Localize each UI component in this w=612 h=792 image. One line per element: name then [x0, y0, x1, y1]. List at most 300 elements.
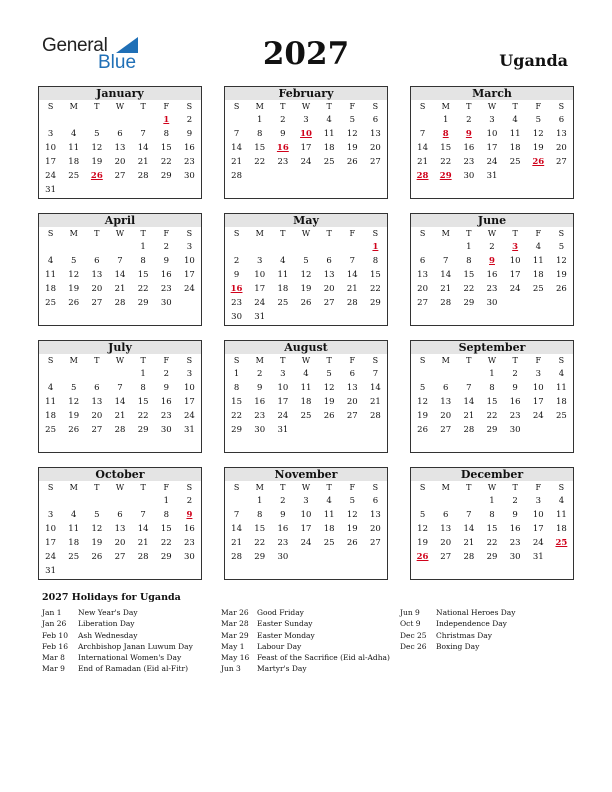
day-cell: 22	[137, 411, 149, 421]
day-cell: 4	[71, 510, 77, 520]
day-cell: 13	[417, 270, 428, 280]
day-cell: 6	[94, 383, 100, 393]
logo-text-blue: Blue	[98, 52, 137, 73]
day-cell: 24	[45, 552, 56, 562]
day-cell: 3	[303, 496, 309, 506]
day-cell: 25	[277, 298, 289, 308]
empty-cell	[411, 240, 434, 254]
day-cell: 30	[160, 298, 172, 308]
day-cell: 12	[417, 397, 428, 407]
weekday-label: F	[349, 229, 356, 238]
weekday-label: W	[487, 483, 497, 492]
weekday-header	[39, 100, 201, 113]
day-cell: 1	[163, 496, 169, 506]
weekday-label: W	[487, 102, 497, 111]
holiday-name: Archbishop Janan Luwum Day	[78, 641, 193, 651]
holiday-name: Easter Sunday	[257, 619, 313, 629]
day-cell: 3	[47, 510, 54, 520]
day-cell: 7	[349, 256, 355, 266]
day-cell: 25	[509, 157, 521, 167]
day-cell: 2	[512, 496, 518, 506]
weekday-label: M	[69, 229, 78, 238]
empty-cell	[248, 240, 271, 254]
day-cell: 21	[417, 157, 428, 167]
holiday-row	[42, 641, 212, 652]
empty-cell	[62, 240, 85, 254]
holiday-row	[400, 618, 570, 629]
month-title: September	[411, 341, 573, 354]
empty-cell	[457, 494, 480, 508]
day-cell: 9	[186, 129, 193, 139]
day-cell: 24	[184, 284, 195, 294]
day-cell: 18	[532, 270, 544, 280]
empty-cell	[341, 240, 364, 254]
day-cell: 13	[114, 524, 126, 534]
weekday-label: S	[372, 356, 379, 365]
empty-cell	[411, 367, 434, 381]
holiday-day-cell: 16	[276, 143, 289, 153]
weekday-label: W	[487, 229, 497, 238]
day-cell: 14	[114, 397, 126, 407]
day-cell: 16	[463, 143, 475, 153]
day-cell: 4	[558, 369, 565, 379]
weekday-label: S	[419, 102, 426, 111]
day-cell: 17	[45, 157, 56, 167]
holiday-date: Mar 29	[221, 630, 249, 640]
day-cell: 5	[349, 115, 355, 125]
holiday-day-cell: 1	[372, 242, 379, 252]
day-cell: 18	[509, 143, 521, 153]
month-august	[224, 340, 388, 453]
empty-cell	[39, 240, 62, 254]
weekday-label: T	[512, 102, 518, 111]
day-cell: 3	[535, 369, 541, 379]
day-cell: 21	[440, 284, 452, 294]
weekday-label: T	[512, 483, 518, 492]
day-cell: 3	[280, 369, 286, 379]
day-cell: 18	[45, 411, 56, 421]
day-cell: 23	[254, 411, 266, 421]
day-cell: 4	[558, 496, 565, 506]
day-cell: 2	[280, 496, 286, 506]
weekday-label: T	[94, 229, 100, 238]
day-cell: 13	[440, 397, 452, 407]
day-cell: 25	[323, 538, 335, 548]
weekday-label: S	[186, 102, 193, 111]
day-cell: 23	[509, 538, 521, 548]
day-cell: 8	[489, 383, 495, 393]
day-cell: 16	[254, 397, 266, 407]
day-cell: 16	[486, 270, 498, 280]
day-cell: 16	[184, 143, 195, 153]
day-grid	[411, 240, 573, 310]
day-cell: 27	[323, 298, 335, 308]
day-cell: 12	[346, 510, 358, 520]
day-cell: 15	[137, 270, 149, 280]
day-cell: 16	[184, 524, 195, 534]
day-cell: 23	[463, 157, 475, 167]
weekday-label: T	[140, 356, 146, 365]
day-cell: 22	[440, 157, 452, 167]
day-cell: 28	[231, 171, 242, 181]
day-cell: 8	[163, 510, 169, 520]
day-cell: 22	[137, 284, 149, 294]
holiday-date: Feb 16	[42, 641, 68, 651]
empty-cell	[62, 113, 85, 127]
day-cell: 28	[137, 552, 149, 562]
holiday-name: Feast of the Sacrifice (Eid al-Adha)	[257, 653, 390, 663]
day-cell: 25	[323, 157, 335, 167]
weekday-label: T	[280, 483, 286, 492]
day-cell: 7	[140, 510, 146, 520]
day-cell: 15	[254, 143, 266, 153]
weekday-label: S	[419, 229, 426, 238]
day-cell: 17	[300, 524, 312, 534]
holiday-day-cell: 25	[555, 538, 568, 548]
day-cell: 5	[419, 383, 426, 393]
weekday-label: W	[115, 356, 125, 365]
day-cell: 22	[463, 284, 475, 294]
weekday-label: F	[163, 102, 170, 111]
holiday-day-cell: 9	[489, 256, 495, 266]
day-cell: 11	[68, 524, 80, 534]
day-cell: 15	[231, 397, 242, 407]
day-cell: 11	[45, 270, 56, 280]
weekday-label: M	[441, 229, 450, 238]
day-cell: 15	[486, 397, 498, 407]
weekday-label: T	[466, 102, 472, 111]
day-cell: 23	[160, 284, 172, 294]
day-cell: 20	[346, 397, 358, 407]
day-cell: 3	[186, 369, 193, 379]
weekday-label: F	[349, 483, 356, 492]
day-cell: 28	[346, 298, 358, 308]
weekday-label: F	[535, 102, 542, 111]
day-cell: 18	[68, 538, 80, 548]
day-cell: 28	[231, 552, 242, 562]
day-cell: 17	[300, 143, 312, 153]
day-cell: 17	[509, 270, 521, 280]
empty-cell	[85, 240, 108, 254]
day-cell: 24	[277, 411, 289, 421]
month-september	[410, 340, 574, 453]
day-grid	[39, 494, 201, 578]
day-cell: 12	[91, 524, 103, 534]
holiday-name: End of Ramadan (Eid al-Fitr)	[78, 664, 189, 674]
empty-cell	[85, 367, 108, 381]
day-cell: 4	[326, 496, 332, 506]
weekday-label: M	[441, 102, 450, 111]
day-cell: 15	[160, 143, 172, 153]
day-cell: 23	[277, 157, 289, 167]
day-cell: 14	[463, 397, 475, 407]
holiday-name: Martyr's Day	[257, 664, 307, 674]
logo-text-general: General	[42, 35, 108, 56]
day-cell: 23	[184, 157, 195, 167]
day-cell: 23	[184, 538, 195, 548]
day-cell: 18	[556, 397, 567, 407]
day-cell: 12	[91, 143, 103, 153]
weekday-label: S	[558, 102, 565, 111]
day-cell: 20	[114, 157, 126, 167]
day-cell: 30	[277, 552, 289, 562]
day-cell: 28	[137, 171, 149, 181]
day-cell: 29	[137, 298, 149, 308]
day-cell: 9	[280, 510, 286, 520]
holiday-name: New Year's Day	[78, 608, 138, 617]
day-cell: 27	[370, 538, 381, 548]
weekday-label: S	[47, 356, 54, 365]
day-cell: 7	[372, 369, 379, 379]
weekday-label: T	[280, 356, 286, 365]
day-cell: 6	[372, 496, 379, 506]
day-cell: 4	[512, 115, 518, 125]
day-cell: 27	[556, 157, 567, 167]
day-cell: 12	[323, 383, 335, 393]
empty-cell	[225, 240, 248, 254]
weekday-header	[411, 354, 573, 367]
weekday-label: S	[558, 229, 565, 238]
day-cell: 26	[556, 284, 567, 294]
weekday-label: T	[94, 483, 100, 492]
day-cell: 30	[463, 171, 475, 181]
day-cell: 29	[137, 425, 149, 435]
day-cell: 29	[486, 552, 498, 562]
day-cell: 12	[417, 524, 428, 534]
day-cell: 24	[532, 411, 544, 421]
day-cell: 1	[443, 115, 449, 125]
day-cell: 21	[231, 157, 242, 167]
day-cell: 20	[370, 524, 381, 534]
holiday-day-cell: 26	[416, 552, 429, 562]
weekday-label: W	[487, 356, 497, 365]
day-cell: 3	[303, 115, 309, 125]
day-cell: 11	[556, 383, 567, 393]
day-cell: 8	[140, 256, 146, 266]
holiday-row	[221, 641, 396, 652]
month-december	[410, 467, 574, 580]
empty-cell	[85, 494, 108, 508]
weekday-label: S	[233, 483, 240, 492]
day-cell: 27	[114, 171, 126, 181]
day-cell: 30	[184, 552, 195, 562]
month-title: November	[225, 468, 387, 481]
day-cell: 2	[233, 256, 240, 266]
day-cell: 22	[486, 411, 498, 421]
day-cell: 13	[91, 397, 103, 407]
day-cell: 21	[346, 284, 358, 294]
day-cell: 5	[71, 383, 77, 393]
day-cell: 2	[512, 369, 518, 379]
day-cell: 29	[231, 425, 242, 435]
holiday-date: Jun 9	[400, 608, 420, 617]
empty-cell	[85, 113, 108, 127]
day-cell: 8	[140, 383, 146, 393]
day-cell: 19	[91, 538, 103, 548]
day-cell: 16	[509, 524, 521, 534]
day-cell: 8	[489, 510, 495, 520]
weekday-header	[39, 354, 201, 367]
holiday-name: Good Friday	[257, 608, 304, 617]
holiday-day-cell: 29	[439, 171, 452, 181]
empty-cell	[225, 494, 248, 508]
holiday-day-cell: 9	[186, 510, 193, 520]
empty-cell	[108, 367, 131, 381]
day-cell: 16	[160, 270, 172, 280]
day-cell: 27	[91, 425, 103, 435]
day-cell: 17	[277, 397, 289, 407]
weekday-label: M	[255, 356, 264, 365]
day-cell: 18	[323, 524, 335, 534]
day-cell: 26	[300, 298, 312, 308]
day-cell: 23	[277, 538, 289, 548]
empty-cell	[411, 494, 434, 508]
day-cell: 29	[370, 298, 381, 308]
empty-cell	[108, 240, 131, 254]
holiday-row	[221, 607, 396, 618]
day-cell: 28	[440, 298, 452, 308]
holiday-date: May 1	[221, 641, 245, 651]
holiday-date: Jan 1	[42, 608, 62, 617]
weekday-label: S	[47, 229, 54, 238]
day-cell: 21	[114, 284, 126, 294]
day-grid	[411, 494, 573, 564]
day-cell: 7	[233, 510, 240, 520]
empty-cell	[108, 494, 131, 508]
weekday-label: M	[441, 356, 450, 365]
day-cell: 17	[254, 284, 266, 294]
weekday-header	[39, 481, 201, 494]
day-cell: 2	[466, 115, 472, 125]
day-cell: 7	[466, 510, 472, 520]
day-cell: 15	[463, 270, 475, 280]
day-cell: 5	[419, 510, 426, 520]
weekday-label: M	[255, 229, 264, 238]
day-cell: 18	[45, 284, 56, 294]
day-cell: 10	[277, 383, 289, 393]
day-cell: 20	[440, 538, 452, 548]
day-cell: 26	[91, 552, 103, 562]
day-cell: 16	[509, 397, 521, 407]
day-cell: 21	[463, 411, 475, 421]
day-cell: 29	[463, 298, 475, 308]
day-cell: 5	[349, 496, 355, 506]
weekday-label: F	[349, 102, 356, 111]
day-cell: 25	[532, 284, 544, 294]
day-cell: 19	[68, 411, 80, 421]
empty-cell	[411, 113, 434, 127]
holiday-day-cell: 26	[90, 171, 103, 181]
day-cell: 20	[556, 143, 567, 153]
day-cell: 31	[45, 185, 56, 195]
day-cell: 4	[71, 129, 77, 139]
holiday-day-cell: 28	[416, 171, 429, 181]
day-cell: 21	[231, 538, 242, 548]
weekday-label: S	[372, 483, 379, 492]
weekday-label: S	[233, 356, 240, 365]
day-cell: 17	[184, 397, 195, 407]
holiday-name: Liberation Day	[78, 619, 135, 629]
month-title: December	[411, 468, 573, 481]
holiday-date: Jun 3	[221, 664, 241, 674]
day-cell: 11	[277, 270, 289, 280]
day-cell: 11	[45, 397, 56, 407]
holiday-row	[42, 618, 212, 629]
month-july	[38, 340, 202, 453]
day-cell: 10	[254, 270, 266, 280]
weekday-label: M	[255, 102, 264, 111]
day-cell: 27	[346, 411, 358, 421]
holiday-date: May 16	[221, 653, 250, 663]
day-cell: 22	[254, 538, 266, 548]
weekday-header	[411, 481, 573, 494]
day-cell: 27	[114, 552, 126, 562]
day-cell: 30	[486, 298, 498, 308]
weekday-label: M	[255, 483, 264, 492]
month-title: August	[225, 341, 387, 354]
day-grid	[39, 113, 201, 197]
day-cell: 8	[257, 510, 263, 520]
day-cell: 5	[326, 369, 332, 379]
day-cell: 26	[346, 157, 358, 167]
holiday-date: Dec 25	[400, 630, 427, 640]
month-april	[38, 213, 202, 326]
day-cell: 12	[68, 397, 80, 407]
day-cell: 13	[91, 270, 103, 280]
day-cell: 29	[486, 425, 498, 435]
day-cell: 24	[45, 171, 56, 181]
day-cell: 25	[300, 411, 312, 421]
day-cell: 26	[417, 425, 428, 435]
month-title: May	[225, 214, 387, 227]
day-cell: 19	[532, 143, 544, 153]
weekday-label: T	[326, 483, 332, 492]
day-cell: 21	[463, 538, 475, 548]
day-cell: 11	[509, 129, 521, 139]
day-cell: 2	[489, 242, 495, 252]
day-cell: 12	[346, 129, 358, 139]
day-cell: 10	[300, 510, 312, 520]
day-cell: 7	[117, 256, 123, 266]
weekday-label: T	[94, 356, 100, 365]
weekday-label: F	[535, 356, 542, 365]
month-may	[224, 213, 388, 326]
day-cell: 10	[486, 129, 498, 139]
day-cell: 29	[160, 171, 172, 181]
day-cell: 9	[512, 383, 518, 393]
day-cell: 12	[300, 270, 312, 280]
day-cell: 8	[466, 256, 472, 266]
day-cell: 20	[323, 284, 335, 294]
day-cell: 11	[300, 383, 312, 393]
weekday-header	[411, 100, 573, 113]
holiday-day-cell: 9	[465, 129, 472, 139]
holiday-row	[42, 663, 212, 674]
empty-cell	[39, 113, 62, 127]
day-cell: 14	[346, 270, 358, 280]
day-cell: 5	[94, 129, 100, 139]
weekday-label: T	[280, 229, 286, 238]
day-cell: 6	[94, 256, 100, 266]
day-cell: 21	[137, 157, 149, 167]
day-cell: 1	[489, 369, 495, 379]
weekday-label: S	[372, 102, 379, 111]
day-cell: 15	[440, 143, 452, 153]
holiday-name: Easter Monday	[257, 630, 315, 640]
weekday-label: S	[47, 102, 54, 111]
day-cell: 2	[163, 369, 169, 379]
day-cell: 25	[45, 425, 56, 435]
